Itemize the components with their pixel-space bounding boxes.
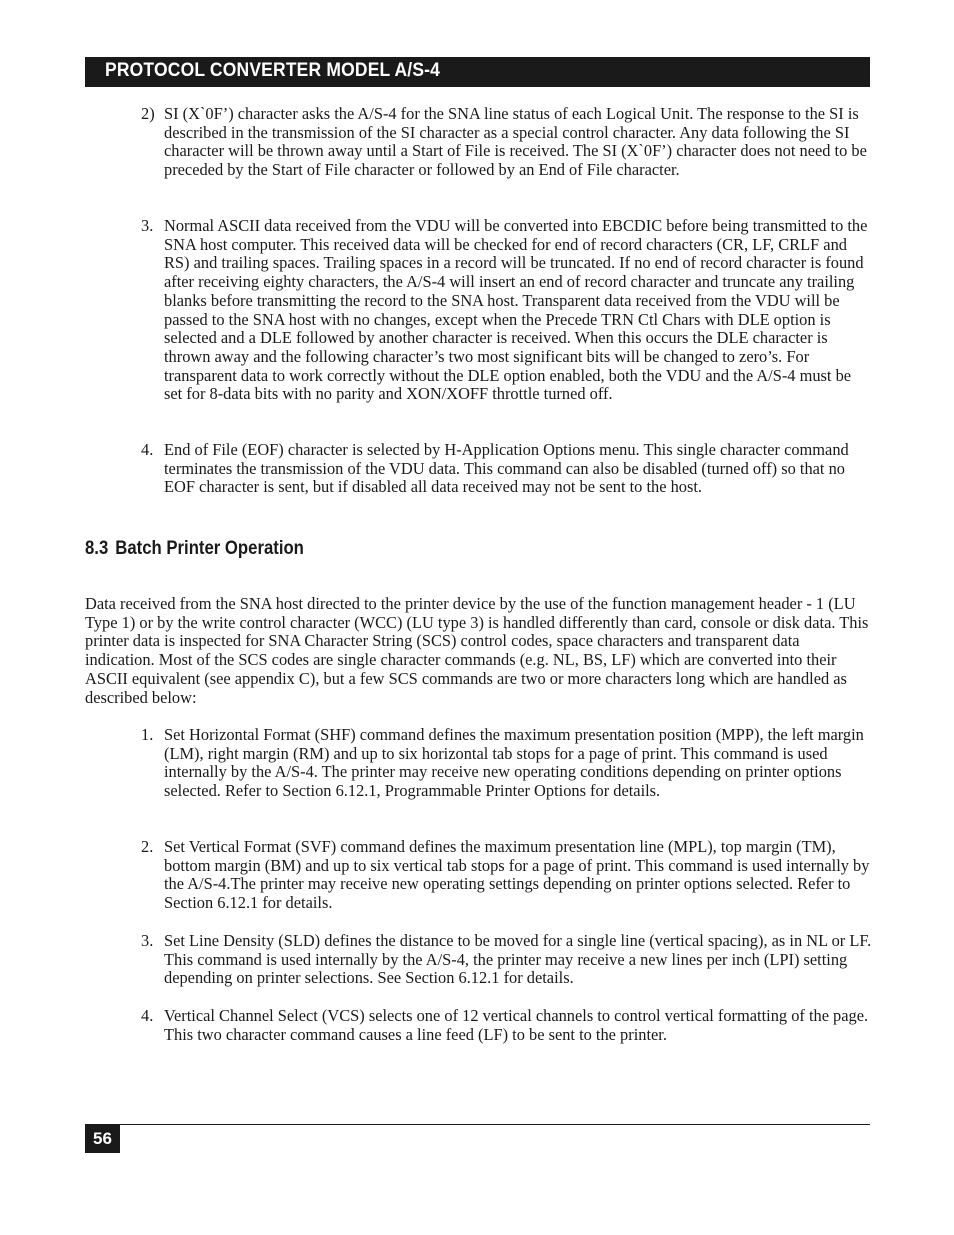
list-item-text: Normal ASCII data received from the VDU will be converted into EBCDIC before being transmitted to the SNA host computer. This received data will be checked for end of record characters (CR, LF, CRLF and RS) and trailing spaces. Trailing spaces in a record will be truncated. If no end of record character is found after receiving eighty characters, the A/S-4 will insert an end of record character and truncate any trailing blanks before transmitting the record to the SNA host. Transparent data received from the VDU will be passed to the SNA host with no changes, except when the Precede TRN Ctl Chars with DLE option is selected and a DLE followed by another character is received. When this occurs the DLE character is thrown away and the following character’s two most significant bits will be changed to zero’s. For transparent data to work correctly without the DLE option enabled, both the VDU and the A/S-4 must be set for 8-data bits with no parity and XON/XOFF throttle turned off. <box>164 216 868 404</box>
list-item-text: End of File (EOF) character is selected by H-Application Options menu. This single character command terminates the transmission of the VDU data. This command can also be disabled (turned off) so that no EOF character is sent, but if disabled all data received may not be sent to the host. <box>164 440 849 497</box>
list-item <box>141 217 873 404</box>
footer-rule <box>85 1124 870 1125</box>
list-item <box>141 1007 873 1044</box>
list-item-text: Set Vertical Format (SVF) command defines the maximum presentation line (MPL), top margin (TM), bottom margin (BM) and up to six vertical tab stops for a page of print. This command is used internally by the A/S-4.The printer may receive new operating settings depending on printer options selected. Refer to Section 6.12.1 for details. <box>164 837 870 913</box>
list-item-number: 2. <box>141 837 154 856</box>
section-paragraph: Data received from the SNA host directed to the printer device by the use of the function management header - 1 (LU Type 1) or by the write control character (WCC) (LU type 3) is handled differently than card, console or disk data. This printer data is inspected for SNA Character String (SCS) control codes, space characters and transparent data indication. Most of the SCS codes are single character commands (e.g. NL, BS, LF) which are converted into their ASCII equivalent (see appendix C), but a few SCS commands are two or more characters long which are handled as described below: <box>85 594 869 707</box>
list-item-number: 4. <box>141 1006 154 1025</box>
list-item-number: 4. <box>141 440 154 459</box>
list-item <box>141 441 873 497</box>
list-item-number: 3. <box>141 931 154 950</box>
list-item-text: Set Horizontal Format (SHF) command defines the maximum presentation position (MPP), the left margin (LM), right margin (RM) and up to six horizontal tab stops for a page of print. This command is used internally by the A/S-4. The printer may receive new operating conditions depending on printer options selected. Refer to Section 6.12.1, Programmable Printer Options for details. <box>164 725 864 801</box>
page-header-bar <box>85 57 870 87</box>
list-item-text: Set Line Density (SLD) defines the distance to be moved for a single line (vertical spacing), as in NL or LF. This command is used internally by the A/S-4, the printer may receive a new lines per inch (LPI) setting depending on printer selections. See Section 6.12.1 for details. <box>164 931 872 988</box>
list-item <box>141 726 873 801</box>
list-item-number: 2) <box>141 104 155 123</box>
list-item-number: 3. <box>141 216 154 235</box>
page-header-title: PROTOCOL CONVERTER MODEL A/S-4 <box>105 60 441 81</box>
list-item-number: 1. <box>141 725 154 744</box>
page-number: 56 <box>85 1125 120 1153</box>
section-number: 8.3 <box>85 538 109 559</box>
section-heading <box>85 538 304 560</box>
list-item <box>141 838 873 913</box>
list-item-text: Vertical Channel Select (VCS) selects one of 12 vertical channels to control vertical formatting of the page. This two character command causes a line feed (LF) to be sent to the printer. <box>164 1006 869 1044</box>
list-item <box>141 932 873 988</box>
list-item <box>141 105 873 180</box>
list-item-text: SI (X`0F’) character asks the A/S-4 for the SNA line status of each Logical Unit. The response to the SI is described in the transmission of the SI character as a special control character. Any data following the SI character will be thrown away until a Start of File is received. The SI (X`0F’) character does not need to be preceded by the Start of File character or followed by an End of File character. <box>164 104 867 180</box>
section-title: Batch Printer Operation <box>115 538 304 559</box>
